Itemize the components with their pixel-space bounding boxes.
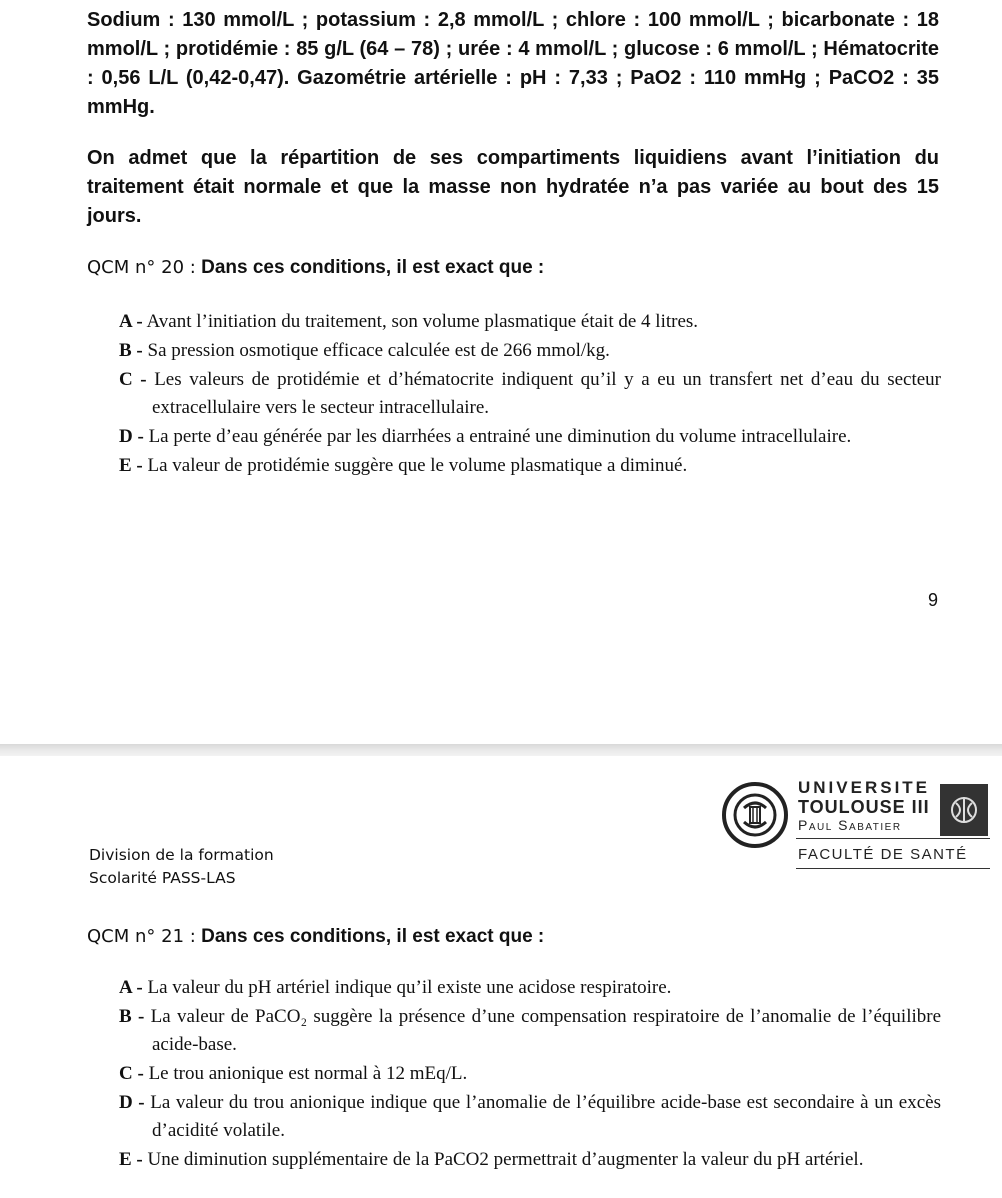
- logo-divider: [796, 838, 990, 839]
- logo-wordmark: UNIVERSITE TOULOUSE III Paul Sabatier: [798, 778, 931, 833]
- logo-underline: [796, 868, 990, 869]
- page-separator: [0, 744, 1002, 756]
- qcm-question: Dans ces conditions, il est exact que :: [201, 926, 545, 947]
- answer-d: D - La perte d’eau générée par les diarrhées a entrainé une diminution du volume intracellulaire.: [119, 426, 852, 447]
- answer-c: C - Les valeurs de protidémie et d’hématocrite indiquent qu’il y a eu un transfert net d’eau du secteur extracellulaire vers le secteur intracellulaire.: [119, 369, 942, 418]
- page-number: 9: [928, 590, 939, 610]
- answer-e: E - La valeur de protidémie suggère que le volume plasmatique a diminué.: [119, 455, 688, 476]
- university-emblem-icon: [722, 782, 788, 848]
- page-10: [0, 756, 1002, 1198]
- qcm-21-answers: [119, 974, 941, 1175]
- faculty-name: FACULTÉ DE SANTÉ: [798, 846, 968, 863]
- federal-university-badge-icon: [940, 784, 988, 836]
- answer-d: D - La valeur du trou anionique indique que l’anomalie de l’équilibre acide-base est secondaire à un excès d’acidité volatile.: [119, 1092, 941, 1141]
- answer-b: B - Sa pression osmotique efficace calculée est de 266 mmol/kg.: [119, 340, 610, 361]
- answer-a: A - Avant l’initiation du traitement, son volume plasmatique était de 4 litres.: [119, 311, 699, 332]
- assumption-paragraph: On admet que la répartition de ses compartiments liquidiens avant l’initiation du traitement était normale et que la masse non hydratée n’a pas variée au bout des 15 jours.: [87, 147, 939, 227]
- qcm-number: QCM n° 20 :: [87, 257, 196, 278]
- qcm-number: QCM n° 21 :: [87, 926, 196, 947]
- answer-e: E - Une diminution supplémentaire de la PaCO2 permettrait d’augmenter la valeur du pH artériel.: [119, 1149, 864, 1170]
- division-line: Division de la formation: [89, 846, 274, 864]
- answer-a: A - La valeur du pH artériel indique qu’il existe une acidose respiratoire.: [119, 977, 672, 998]
- university-logo: [722, 778, 992, 892]
- answer-c: C - Le trou anionique est normal à 12 mEq/L.: [119, 1063, 468, 1084]
- department-header: [89, 844, 274, 890]
- scolarite-line: Scolarité PASS-LAS: [89, 869, 236, 887]
- qcm-question: Dans ces conditions, il est exact que :: [201, 257, 545, 278]
- qcm-20-answers: [119, 308, 941, 481]
- lab-results-paragraph: Sodium : 130 mmol/L ; potassium : 2,8 mmol/L ; chlore : 100 mmol/L ; bicarbonate : 18 mmol/L ; protidémie : 85 g/L (64 – 78) ; urée : 4 mmol/L ; glucose : 6 mmol/L ; Hématocrite : 0,56 L/L (0,42-0,47). Gazométrie artérielle : pH : 7,33 ; PaO2 : 110 mmHg ; PaCO2 : 35 mmHg.: [87, 9, 939, 118]
- qcm-21-title: [87, 926, 544, 948]
- answer-b: B - La valeur de PaCO₂ suggère la présence d’une compensation respiratoire de l’anomalie de l’équilibre acide-base.: [119, 1006, 942, 1055]
- qcm-20-title: [87, 257, 544, 279]
